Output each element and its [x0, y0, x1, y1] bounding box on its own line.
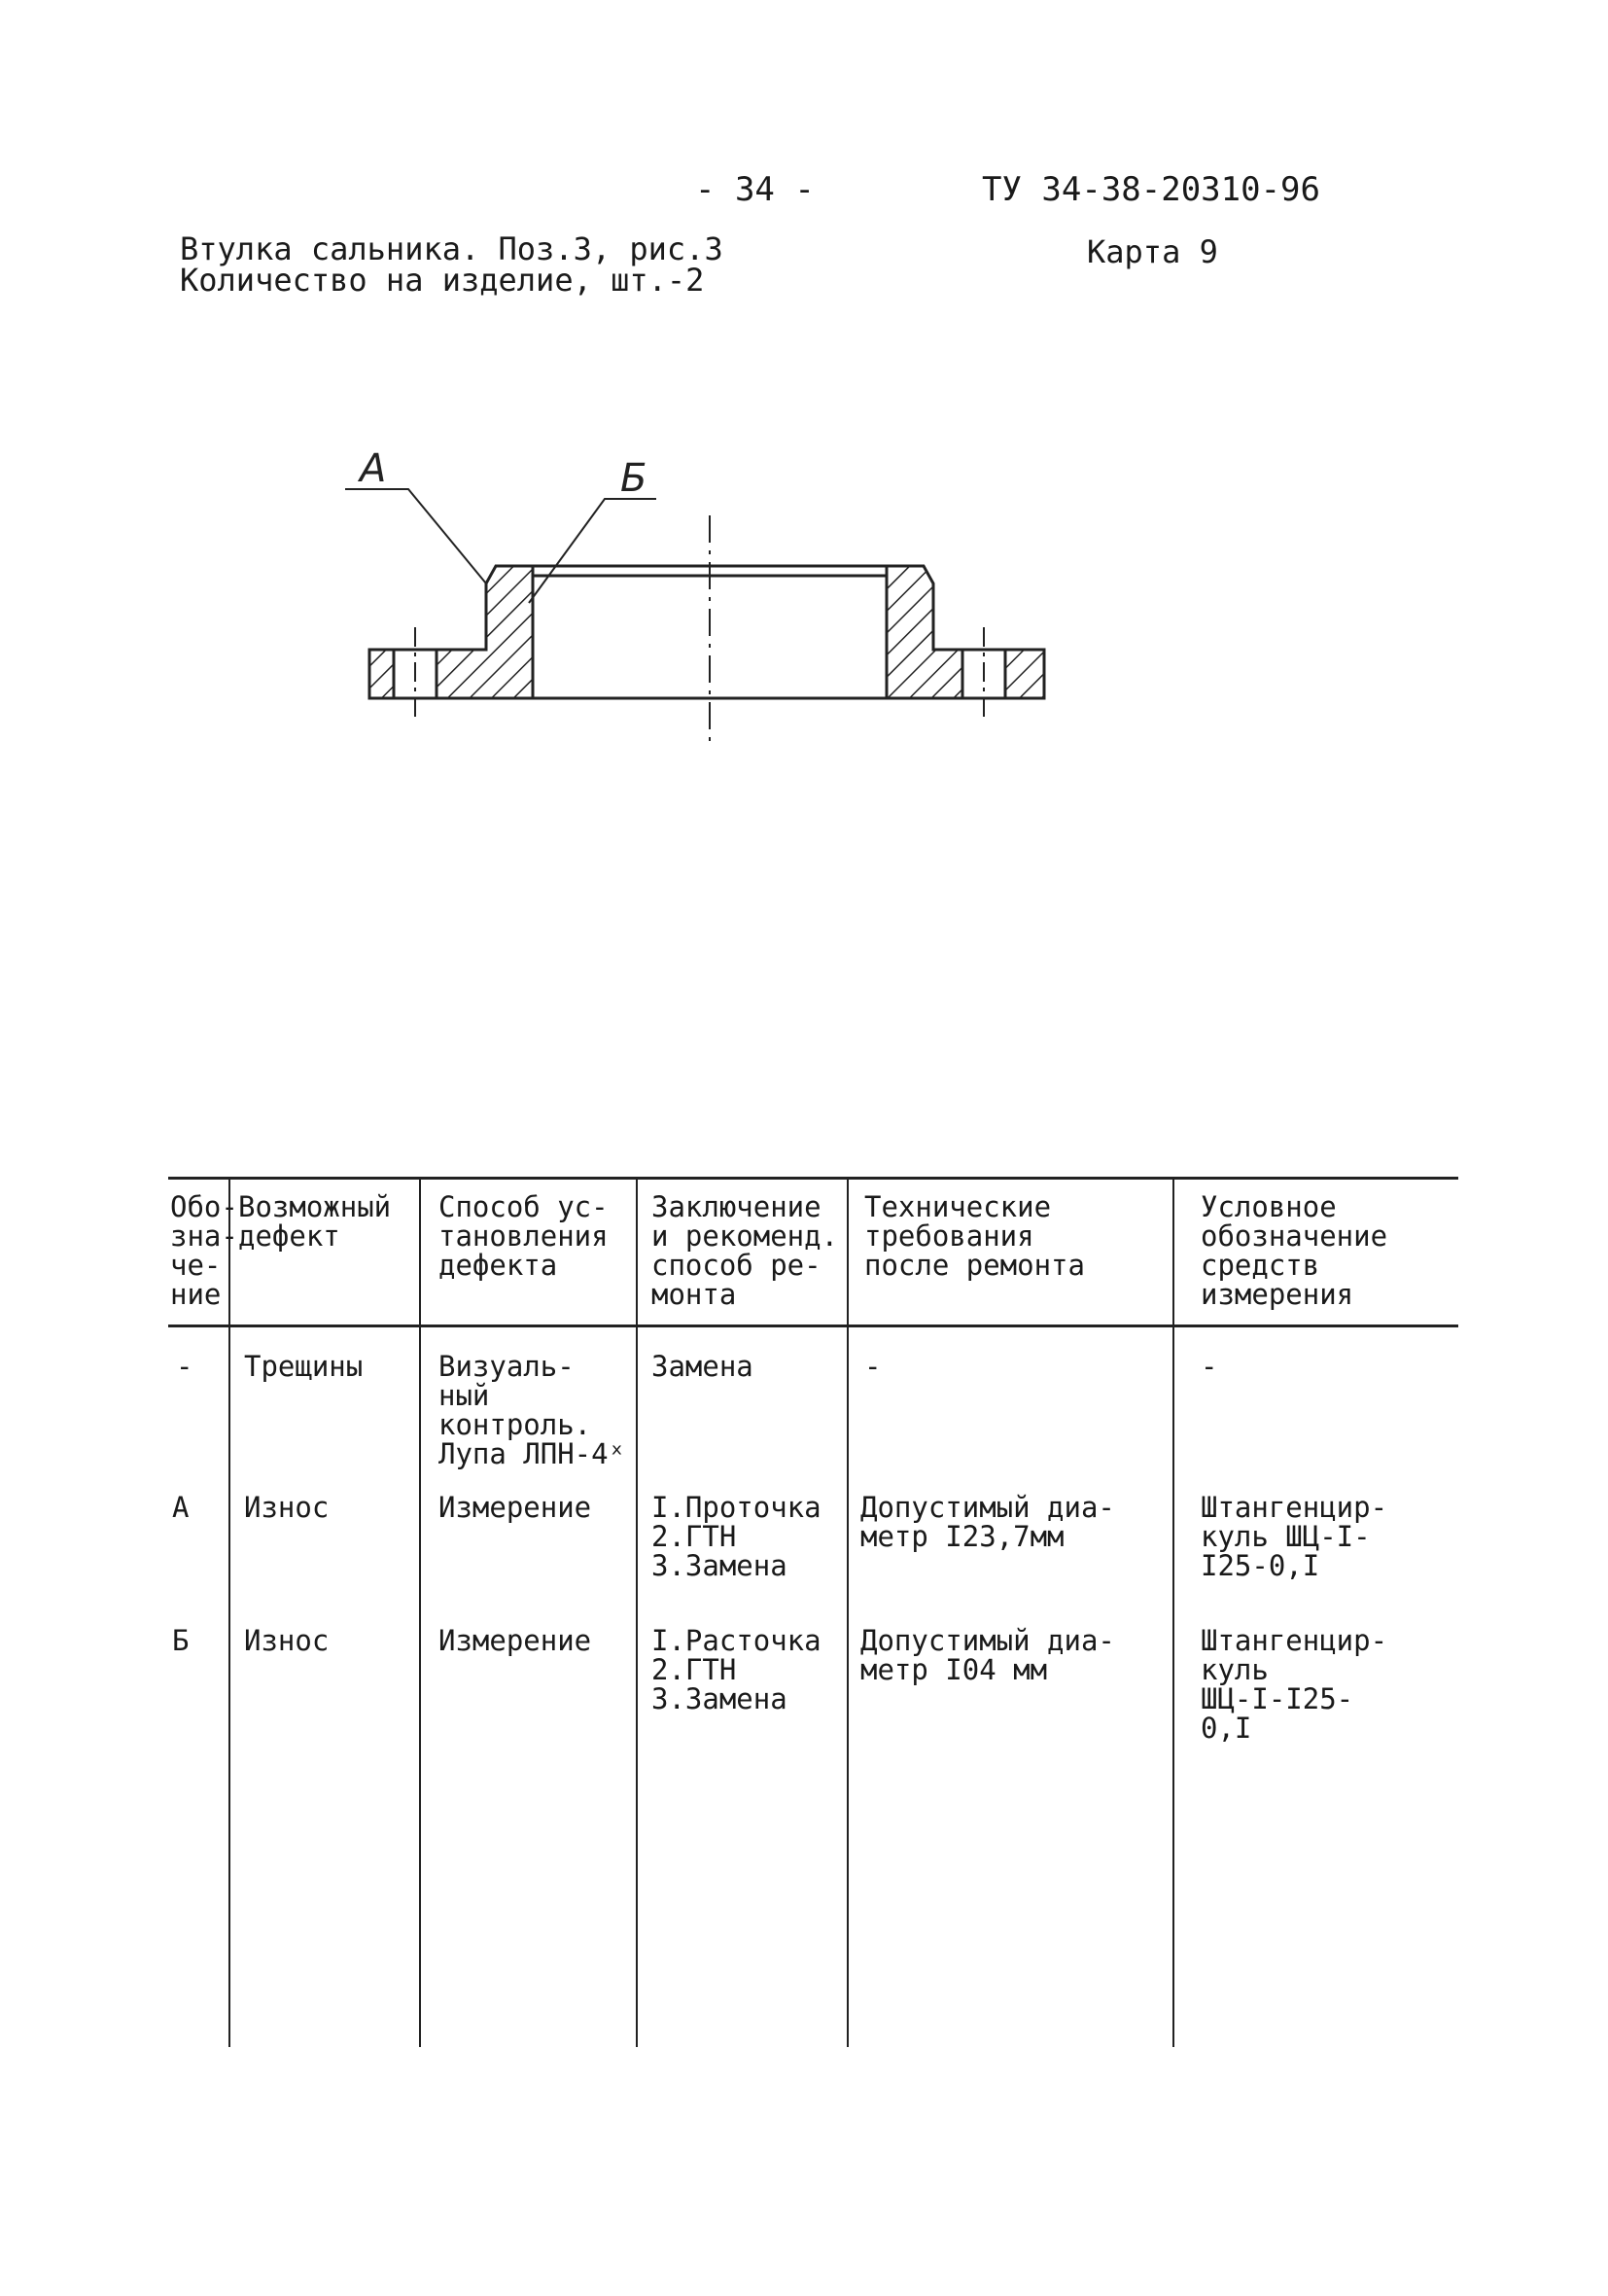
row-requirements: - [864, 1350, 882, 1383]
row-instrument: Штангенцир- куль ШЦ-I- I25-0,I [1201, 1491, 1388, 1582]
map-label: Карта 9 [1087, 233, 1218, 270]
document-code: ТУ 34-38-20310-96 [982, 170, 1320, 209]
row-conclusion: Замена [651, 1350, 753, 1383]
row-requirements: Допустимый диа- метр I23,7мм [860, 1491, 1115, 1553]
right-flange-outer [1005, 650, 1044, 698]
header-instrument: Условное обозначение средств измерения [1201, 1190, 1388, 1311]
row-conclusion: I.Проточка 2.ГТН 3.Замена [651, 1491, 821, 1582]
col-divider [636, 1177, 638, 2047]
row-mark: Б [172, 1624, 190, 1657]
leader-a [345, 489, 486, 583]
row-defect: Износ [244, 1491, 330, 1524]
label-b: Б [620, 456, 647, 501]
row-method: Измерение [438, 1624, 592, 1657]
part-title: Втулка сальника. Поз.3, рис.3 [180, 230, 723, 267]
row-method: Визуаль- ный контроль. Лупа ЛПН-4ˣ [438, 1350, 626, 1470]
header-mark: Обо- зна- че- ние [170, 1190, 238, 1311]
row-defect: Трещины [244, 1350, 364, 1383]
row-mark: - [176, 1350, 193, 1383]
row-requirements: Допустимый диа- метр I04 мм [860, 1624, 1115, 1686]
left-hub [437, 566, 533, 698]
row-instrument: Штангенцир- куль ШЦ-I-I25- 0,I [1201, 1624, 1388, 1745]
col-divider [1172, 1177, 1174, 2047]
table-header-rule [168, 1325, 1458, 1327]
bushing-drawing [321, 428, 1099, 759]
page-number: - 34 - [695, 170, 815, 209]
header-method: Способ ус- тановления дефекта [438, 1190, 609, 1282]
leader-b [529, 499, 656, 603]
row-mark: А [172, 1491, 190, 1524]
defect-table [168, 1177, 1458, 2057]
header-defect: Возможный дефект [238, 1190, 392, 1253]
col-divider [419, 1177, 421, 2047]
left-flange-outer [369, 650, 394, 698]
row-instrument: - [1201, 1350, 1218, 1383]
header-requirements: Технические требования после ремонта [864, 1190, 1085, 1282]
header-lines [180, 230, 723, 299]
label-a: А [360, 446, 387, 491]
row-method: Измерение [438, 1491, 592, 1524]
table-top-rule [168, 1177, 1458, 1180]
quantity-line: Количество на изделие, шт.-2 [180, 262, 705, 299]
header-conclusion: Заключение и рекоменд. способ ре- монта [651, 1190, 839, 1311]
row-conclusion: I.Расточка 2.ГТН 3.Замена [651, 1624, 821, 1715]
col-divider [847, 1177, 849, 2047]
row-defect: Износ [244, 1624, 330, 1657]
right-hub [887, 566, 962, 698]
